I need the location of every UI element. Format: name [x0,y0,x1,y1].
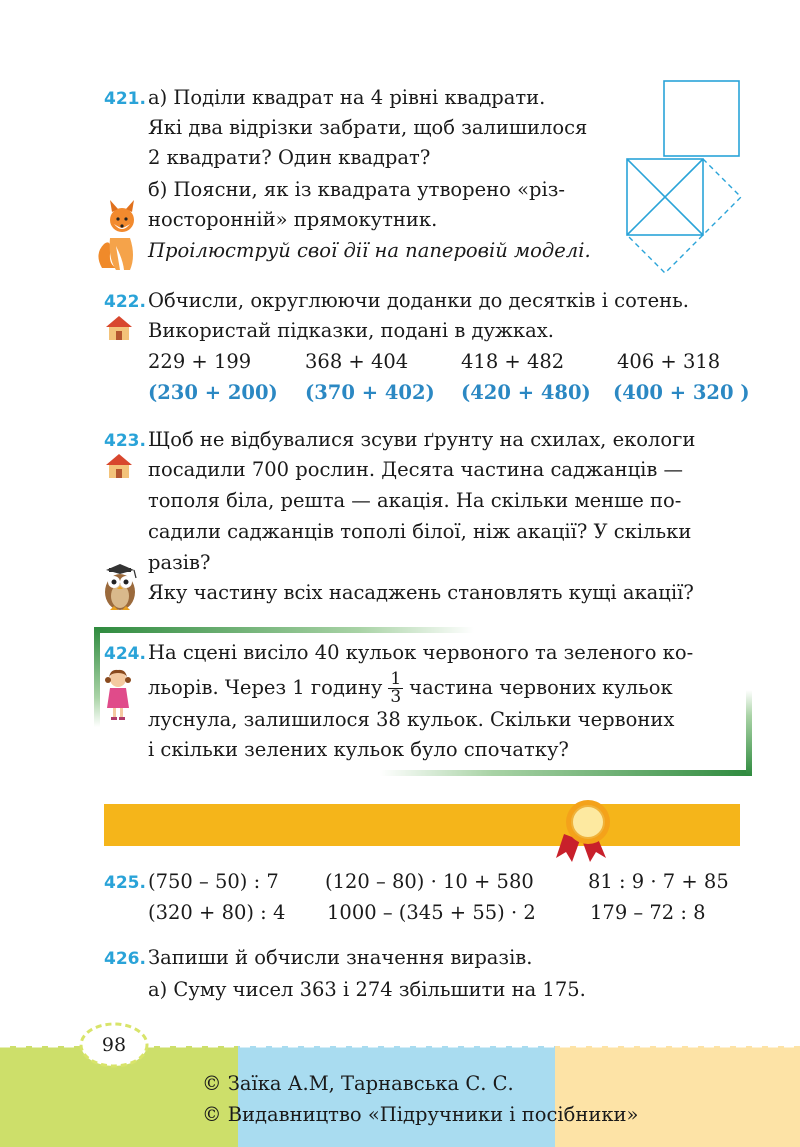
task-422-hint-4: (400 + 320 ) [613,381,750,404]
task-424-line-4: і скільки зелених кульок було спочатку? [148,738,569,761]
task-424-line-2 [148,671,740,706]
owl-illustration [100,562,140,612]
task-422-hint-2: (370 + 402) [305,381,435,404]
task-number-424: 424. [104,644,146,664]
square-diagram [620,74,746,276]
task-425-expression-4: (320 + 80) : 4 [148,901,286,924]
task-424-frame-right [746,690,752,776]
fraction-denominator: 3 [390,687,402,707]
fox-illustration [94,198,144,274]
task-422-expression-1: 229 + 199 [148,350,252,373]
task-424-line-1: На сцені висіло 40 кульок червоного та зеленого ко- [148,641,694,664]
task-422-expression-4: 406 + 318 [617,350,721,373]
task-number-425: 425. [104,873,146,893]
task-422-expression-3: 418 + 482 [461,350,565,373]
task-425-expression-1: (750 – 50) : 7 [148,870,279,893]
task-424-frame-top [94,627,474,633]
task-424-frame-bottom [380,770,752,776]
task-421-italic-line: Проілюструй свої дії на паперовій моделі. [148,239,591,262]
task-421-line-1: а) Поділи квадрат на 4 рівні квадрати. [148,86,546,109]
copyright-authors: © Заїка А.М, Тарнавська С. С. [202,1072,514,1095]
footer-band-peach [555,1046,800,1147]
task-425-expression-6: 179 – 72 : 8 [590,901,706,924]
task-423-line-1: Щоб не відбувалися зсуви ґрунту на схилах, екологи [148,428,696,451]
fraction-one-third [388,671,403,706]
task-423-line-5: разів? [148,551,211,574]
task-424-line-3: луснула, залишилося 38 кульок. Скільки червоних [148,708,675,731]
task-number-422: 422. [104,292,146,312]
task-number-426: 426. [104,949,146,969]
task-422-expression-2: 368 + 404 [305,350,409,373]
task-422-line-2: Використай підказки, подані в дужках. [148,319,554,342]
task-423-line-4: садили саджанців тополі білої, ніж акації? У скільки [148,520,692,543]
task-425-expression-2: (120 – 80) · 10 + 580 [325,870,534,893]
task-426-line-1: Запиши й обчисли значення виразів. [148,946,533,969]
page-number: 98 [101,1034,127,1056]
task-425-expression-3: 81 : 9 · 7 + 85 [588,870,729,893]
task-422-hint-3: (420 + 480) [461,381,591,404]
task-421-line-4: б) Поясни, як із квадрата утворено «різ- [148,178,565,201]
task-424-line-2-start: льорів. Через 1 годину [148,676,383,699]
task-number-421: 421. [104,89,146,109]
footer-band-blue [238,1046,555,1147]
task-422-line-1: Обчисли, округлюючи доданки до десятків і сотень. [148,289,689,312]
home-icon [104,314,134,342]
task-423-line-2: посадили 700 рослин. Десята частина саджанців — [148,458,684,481]
task-421-line-3: 2 квадрати? Один квадрат? [148,146,431,169]
task-423-line-6: Яку частину всіх насаджень становлять кущі акації? [148,581,694,604]
task-number-423: 423. [104,431,146,451]
task-424-line-2-end: частина червоних кульок [409,676,673,699]
copyright-publisher: © Видавництво «Підручники і посібники» [202,1103,639,1126]
girl-illustration [104,668,132,722]
task-424-frame-left [94,627,100,727]
task-422-hint-1: (230 + 200) [148,381,278,404]
task-421-line-2: Які два відрізки забрати, щоб залишилося [148,116,588,139]
task-421-line-5: носторонній» прямокутник. [148,208,438,231]
task-425-expression-5: 1000 – (345 + 55) · 2 [327,901,536,924]
medal-icon [554,796,618,864]
fraction-numerator: 1 [390,669,402,689]
task-423-line-3: тополя біла, решта — акація. На скільки менше по- [148,489,682,512]
task-426-line-2: а) Суму чисел 363 і 274 збільшити на 175. [148,978,586,1001]
home-icon [104,452,134,480]
check-yourself-banner [104,804,740,846]
